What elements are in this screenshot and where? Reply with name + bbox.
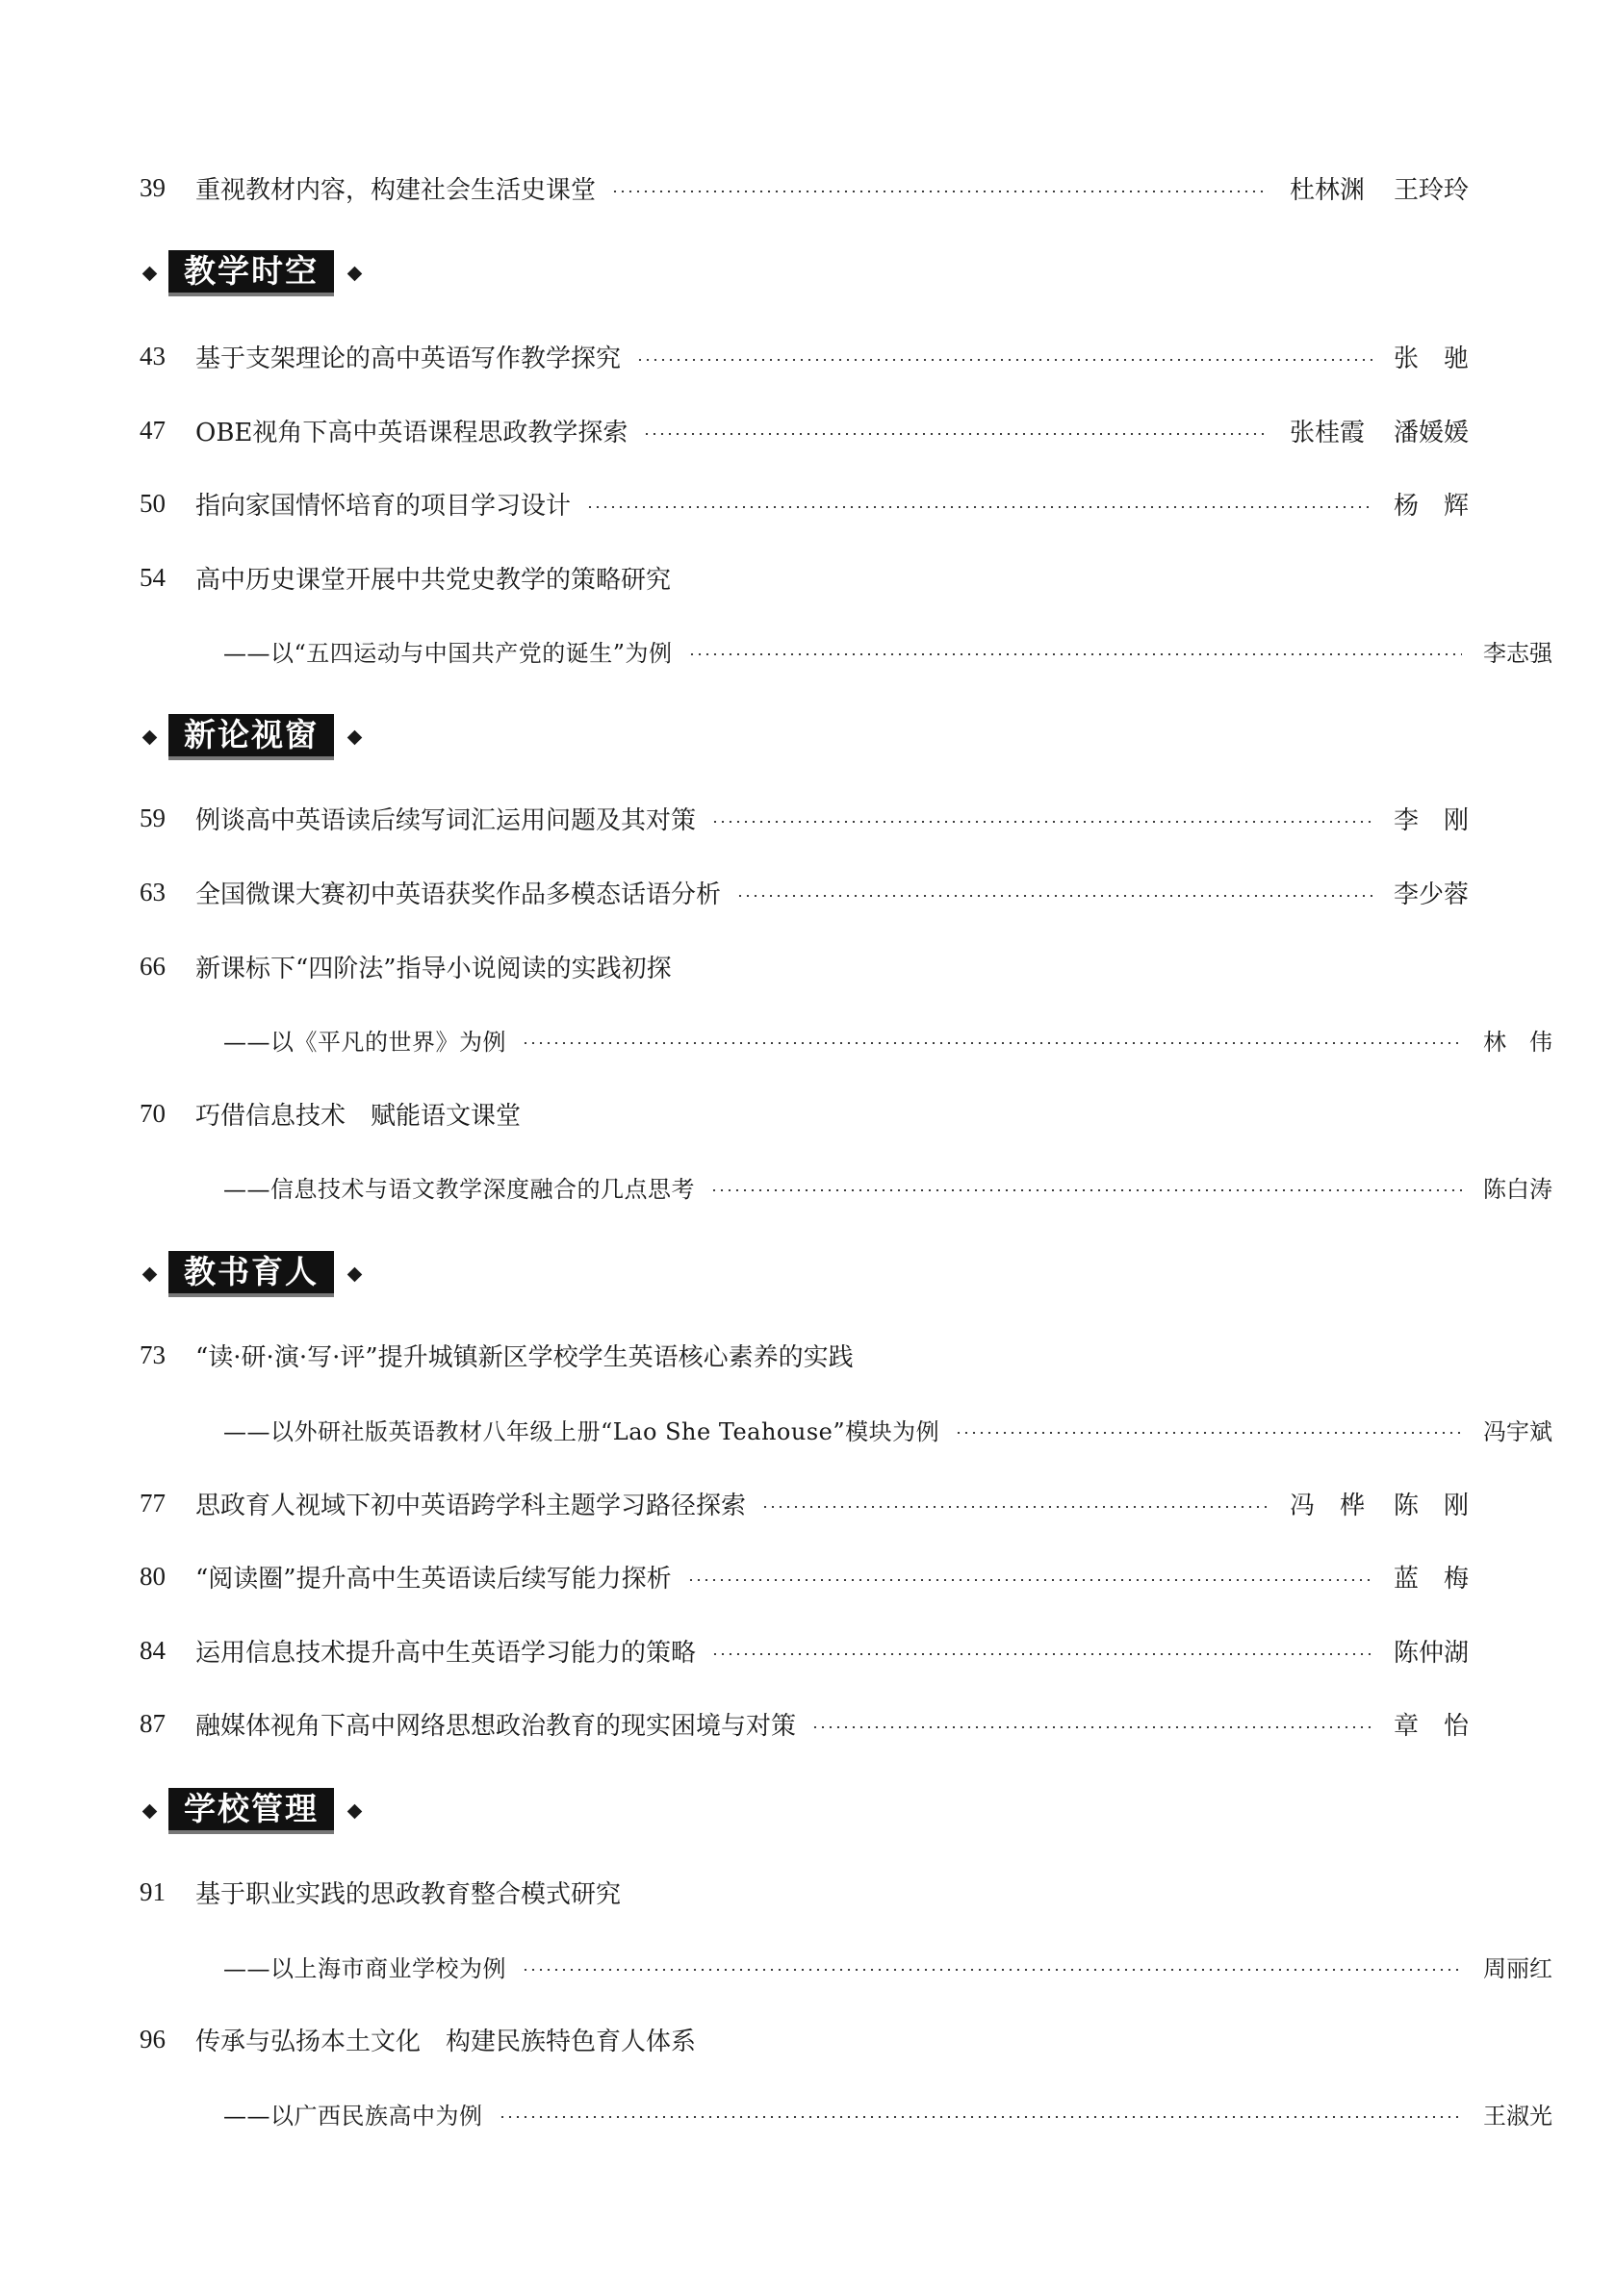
page-number: 84 bbox=[140, 1635, 166, 1665]
leader-dots bbox=[611, 191, 1269, 192]
toc-entry[interactable] bbox=[140, 1631, 1469, 1670]
entry-author: 杨 辉 bbox=[1393, 491, 1469, 521]
page-number: 96 bbox=[140, 2024, 166, 2054]
toc-entry[interactable] bbox=[140, 2020, 1469, 2058]
leader-dots bbox=[761, 1506, 1269, 1508]
entry-subtitle: ——以《平凡的世界》为例 bbox=[223, 1028, 506, 1056]
toc-subentry[interactable] bbox=[140, 1410, 1552, 1448]
leader-dots bbox=[710, 1189, 1462, 1191]
page-number: 87 bbox=[140, 1708, 166, 1738]
toc-entry[interactable] bbox=[140, 947, 1469, 985]
entry-subtitle: ——以广西民族高中为例 bbox=[223, 2102, 483, 2130]
toc-entry[interactable] bbox=[140, 484, 1469, 523]
page-number: 43 bbox=[140, 341, 166, 370]
entry-subtitle: ——信息技术与语文教学深度融合的几点思考 bbox=[223, 1175, 695, 1203]
section-header bbox=[144, 714, 360, 760]
leader-dots bbox=[736, 895, 1372, 897]
leader-dots bbox=[688, 653, 1462, 655]
entry-title: 全国微课大赛初中英语获奖作品多模态话语分析 bbox=[195, 880, 722, 909]
toc-entry[interactable] bbox=[140, 1484, 1469, 1522]
entry-author: 王淑光 bbox=[1483, 2102, 1552, 2130]
toc-entry[interactable] bbox=[140, 799, 1469, 837]
toc-subentry[interactable] bbox=[140, 2094, 1552, 2132]
page-number: 66 bbox=[140, 951, 166, 981]
entry-subtitle: ——以上海市商业学校为例 bbox=[223, 1954, 506, 1982]
entry-author: 李 刚 bbox=[1393, 805, 1469, 835]
diamond-icon bbox=[142, 1803, 158, 1819]
entry-title: 重视教材内容，构建社会生活史课堂 bbox=[195, 175, 597, 205]
diamond-icon bbox=[347, 1803, 363, 1819]
toc-subentry[interactable] bbox=[140, 631, 1552, 670]
diamond-icon bbox=[142, 266, 158, 281]
toc-entry[interactable] bbox=[140, 337, 1469, 375]
entry-subtitle: ——以“五四运动与中国共产党的诞生”为例 bbox=[223, 639, 673, 667]
diamond-icon bbox=[142, 1266, 158, 1282]
entry-title: 基于职业实践的思政教育整合模式研究 bbox=[195, 1879, 622, 1909]
page-number: 50 bbox=[140, 488, 166, 518]
entry-title: 新课标下“四阶法”指导小说阅读的实践初探 bbox=[195, 954, 672, 983]
entry-subtitle: ——以外研社版英语教材八年级上册“Lao She Teahouse”模块为例 bbox=[223, 1417, 940, 1445]
toc-entry[interactable] bbox=[140, 1557, 1469, 1595]
section-title: 教书育人 bbox=[168, 1251, 334, 1297]
section-header bbox=[144, 1788, 360, 1834]
page-number: 54 bbox=[140, 562, 166, 592]
leader-dots bbox=[955, 1432, 1462, 1434]
toc-entry[interactable] bbox=[140, 1873, 1469, 1911]
entry-title: 巧借信息技术 赋能语文课堂 bbox=[195, 1101, 522, 1131]
toc-entry[interactable] bbox=[140, 558, 1469, 597]
entry-author: 林 伟 bbox=[1483, 1028, 1552, 1056]
entry-title: 融媒体视角下高中网络思想政治教育的现实困境与对策 bbox=[195, 1711, 797, 1741]
toc-subentry[interactable] bbox=[140, 1947, 1552, 1985]
toc-entry[interactable] bbox=[140, 873, 1469, 911]
entry-title: 例谈高中英语读后续写词汇运用问题及其对策 bbox=[195, 805, 697, 835]
page-number: 77 bbox=[140, 1488, 166, 1518]
entry-title: “读·研·演·写·评”提升城镇新区学校学生英语核心素养的实践 bbox=[195, 1342, 854, 1372]
toc-subentry[interactable] bbox=[140, 1020, 1552, 1059]
page-number: 91 bbox=[140, 1876, 166, 1906]
page-number: 59 bbox=[140, 803, 166, 832]
toc-entry[interactable] bbox=[140, 1336, 1469, 1374]
leader-dots bbox=[499, 2116, 1463, 2118]
entry-author: 张 驰 bbox=[1393, 344, 1469, 373]
section-title: 教学时空 bbox=[168, 250, 334, 296]
leader-dots bbox=[711, 821, 1372, 823]
section-header bbox=[144, 250, 360, 296]
entry-author: 李少蓉 bbox=[1393, 880, 1469, 909]
entry-author: 李志强 bbox=[1483, 639, 1552, 667]
diamond-icon bbox=[347, 729, 363, 745]
entry-title: 思政育人视域下初中英语跨学科主题学习路径探索 bbox=[195, 1491, 747, 1520]
entry-author: 陈白涛 bbox=[1483, 1175, 1552, 1203]
entry-title: “阅读圈”提升高中生英语读后续写能力探析 bbox=[195, 1564, 672, 1594]
leader-dots bbox=[711, 1653, 1372, 1655]
entry-authors: 杜林渊 王玲玲 bbox=[1289, 175, 1469, 205]
entry-author: 周丽红 bbox=[1483, 1954, 1552, 1982]
page-number: 70 bbox=[140, 1098, 166, 1128]
entry-title: OBE视角下高中英语课程思政教学探索 bbox=[195, 418, 628, 447]
leader-dots bbox=[522, 1042, 1462, 1044]
entry-author: 章 怡 bbox=[1393, 1711, 1469, 1741]
diamond-icon bbox=[142, 729, 158, 745]
section-title: 学校管理 bbox=[168, 1788, 334, 1834]
entry-title: 高中历史课堂开展中共党史教学的策略研究 bbox=[195, 565, 672, 595]
leader-dots bbox=[586, 506, 1372, 508]
page-number: 39 bbox=[140, 172, 166, 202]
toc-subentry[interactable] bbox=[140, 1167, 1552, 1206]
leader-dots bbox=[643, 433, 1269, 435]
diamond-icon bbox=[347, 266, 363, 281]
leader-dots bbox=[687, 1579, 1372, 1581]
toc-entry[interactable] bbox=[140, 168, 1469, 207]
toc-entry[interactable] bbox=[140, 411, 1469, 449]
entry-title: 基于支架理论的高中英语写作教学探究 bbox=[195, 344, 622, 373]
entry-title: 指向家国情怀培育的项目学习设计 bbox=[195, 491, 572, 521]
entry-authors: 冯 桦 陈 刚 bbox=[1289, 1491, 1469, 1520]
entry-authors: 张桂霞 潘媛媛 bbox=[1289, 418, 1469, 447]
section-header bbox=[144, 1251, 360, 1297]
page-number: 63 bbox=[140, 877, 166, 906]
toc-entry[interactable] bbox=[140, 1094, 1469, 1133]
entry-author: 陈仲湖 bbox=[1393, 1638, 1469, 1668]
leader-dots bbox=[636, 359, 1372, 361]
entry-author: 冯宇斌 bbox=[1483, 1417, 1552, 1445]
page-number: 73 bbox=[140, 1339, 166, 1369]
entry-author: 蓝 梅 bbox=[1393, 1564, 1469, 1594]
page-number: 80 bbox=[140, 1561, 166, 1591]
entry-title: 运用信息技术提升高中生英语学习能力的策略 bbox=[195, 1638, 697, 1668]
section-title: 新论视窗 bbox=[168, 714, 334, 760]
leader-dots bbox=[811, 1726, 1372, 1728]
page-number: 47 bbox=[140, 415, 166, 445]
toc-entry[interactable] bbox=[140, 1704, 1469, 1743]
entry-title: 传承与弘扬本土文化 构建民族特色育人体系 bbox=[195, 2027, 697, 2056]
leader-dots bbox=[522, 1969, 1462, 1971]
diamond-icon bbox=[347, 1266, 363, 1282]
